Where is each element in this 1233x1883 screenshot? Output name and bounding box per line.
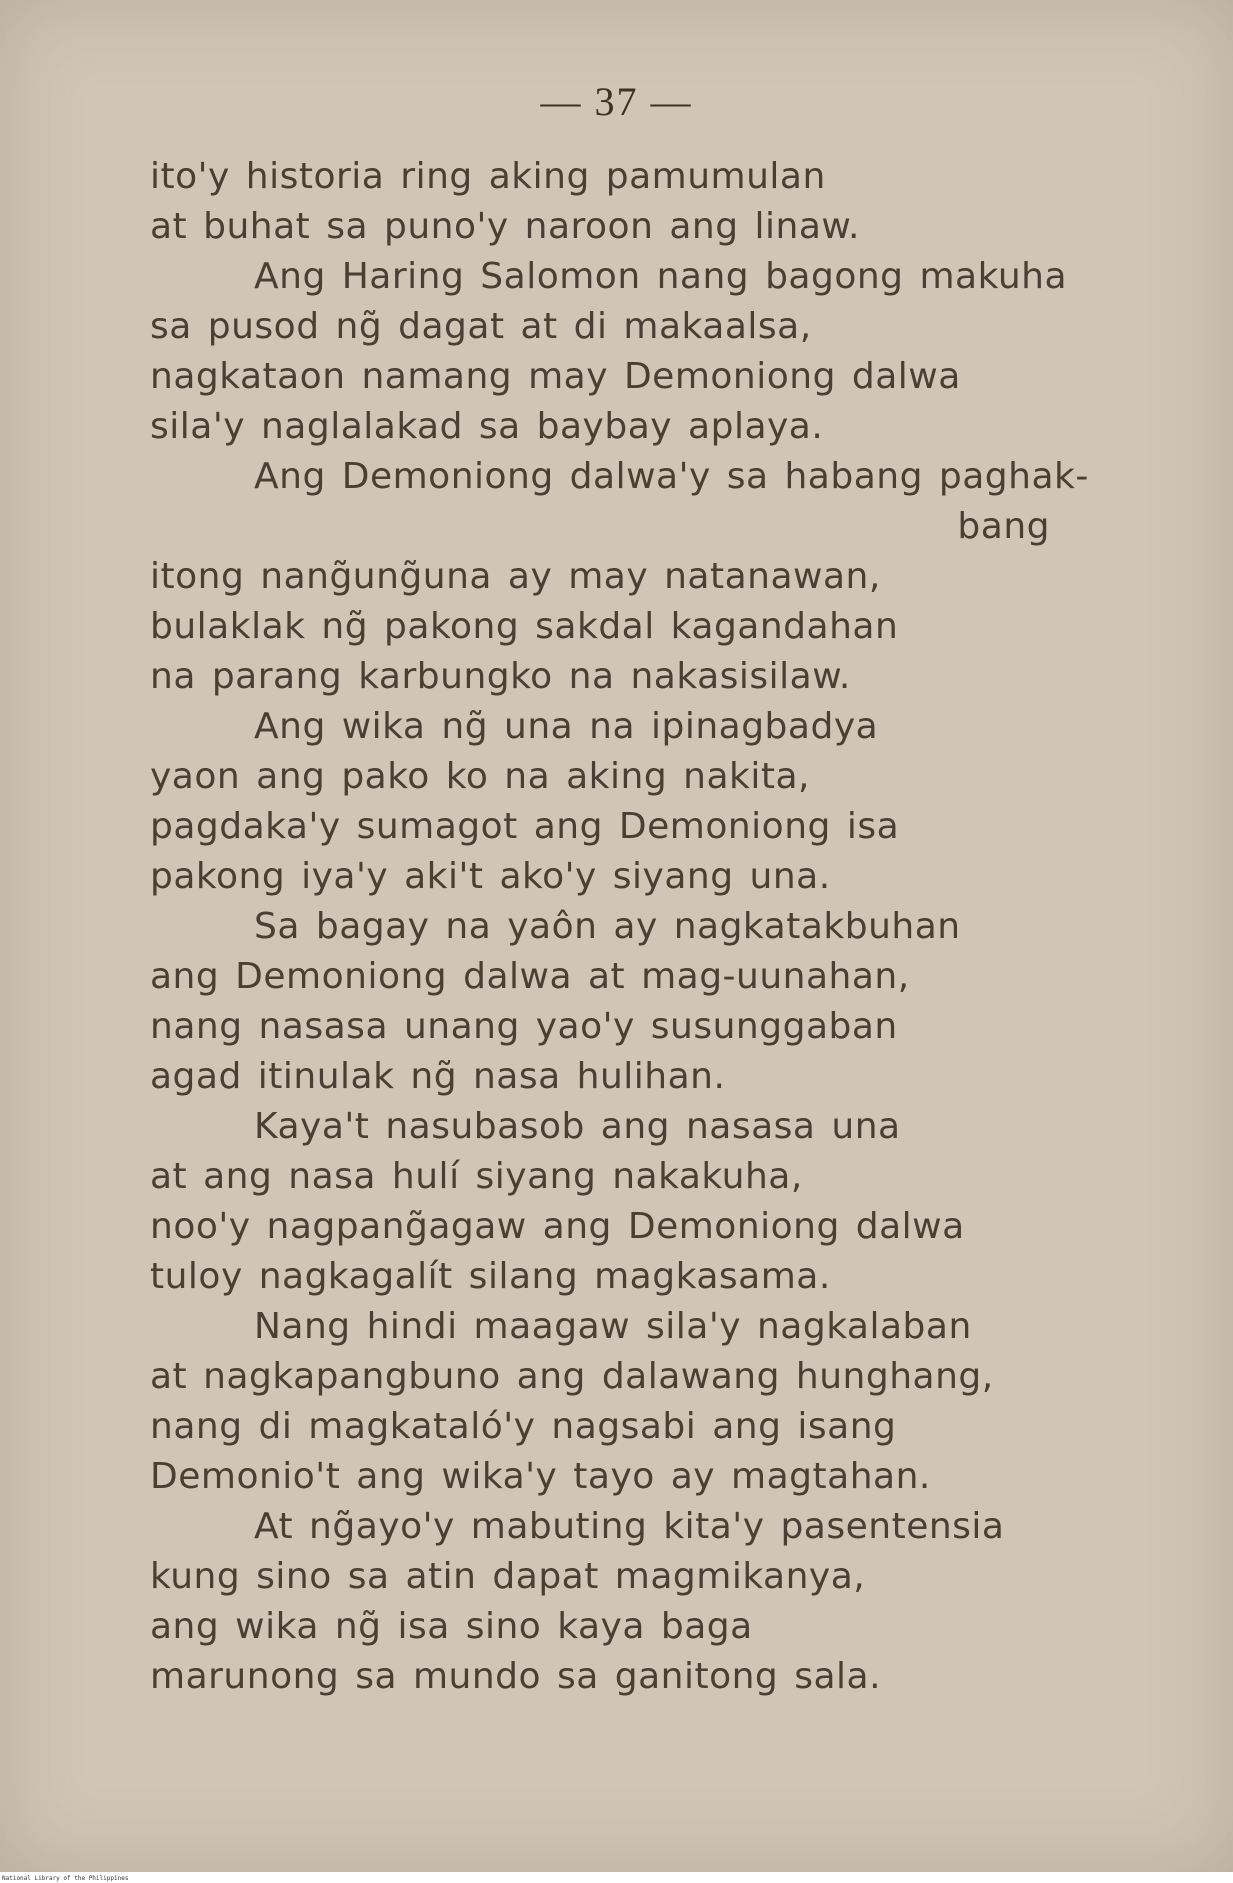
text-line: kung sino sa atin dapat magmikanya,: [150, 1556, 866, 1597]
text-line: nang nasasa unang yao'y susunggaban: [150, 1006, 898, 1047]
text-line: At ng̃ayo'y mabuting kita'y pasentensia: [254, 1506, 1005, 1547]
text-line: pakong iya'y aki't ako'y siyang una.: [150, 856, 831, 897]
text-line: sa pusod ng̃ dagat at di makaalsa,: [150, 306, 812, 347]
page-number: — 37 —: [540, 79, 693, 124]
text-line: Sa bagay na yaôn ay nagkatakbuhan: [254, 906, 961, 947]
text-line: Demonio't ang wika'y tayo ay magtahan.: [150, 1456, 931, 1497]
text-line: Kaya't nasubasob ang nasasa una: [254, 1106, 901, 1147]
library-credit: National Library of the Philippines: [2, 1875, 129, 1882]
text-line: noo'y nagpang̃agaw ang Demoniong dalwa: [150, 1206, 965, 1247]
text-line: ang wika ng̃ isa sino kaya baga: [150, 1606, 753, 1647]
text-line: bang: [957, 506, 1050, 547]
text-line: Nang hindi maagaw sila'y nagkalaban: [254, 1306, 972, 1347]
text-line: Ang wika ng̃ una na ipinagbadya: [254, 706, 879, 747]
text-line: ang Demoniong dalwa at mag-uunahan,: [150, 956, 910, 997]
poem-text: [150, 152, 1110, 1702]
footer-strip: [0, 1872, 1233, 1883]
text-line: pagdaka'y sumagot ang Demoniong isa: [150, 806, 900, 847]
text-line: marunong sa mundo sa ganitong sala.: [150, 1656, 882, 1697]
text-line: yaon ang pako ko na aking nakita,: [150, 756, 810, 797]
text-line: sila'y naglalakad sa baybay aplaya.: [150, 406, 824, 447]
text-line: bulaklak ng̃ pakong sakdal kagandahan: [150, 606, 899, 647]
text-line: itong nang̃ung̃una ay may natanawan,: [150, 556, 881, 597]
text-line: at nagkapangbuno ang dalawang hunghang,: [150, 1356, 994, 1397]
text-line: agad itinulak ng̃ nasa hulihan.: [150, 1056, 726, 1097]
text-line: at ang nasa hulí siyang nakakuha,: [150, 1156, 803, 1197]
text-line: Ang Haring Salomon nang bagong makuha: [254, 256, 1068, 297]
text-line: nagkataon namang may Demoniong dalwa: [150, 356, 961, 397]
text-line: Ang Demoniong dalwa'y sa habang paghak-: [254, 456, 1089, 497]
text-line: nang di magkataló'y nagsabi ang isang: [150, 1406, 897, 1447]
text-line: at buhat sa puno'y naroon ang linaw.: [150, 206, 860, 247]
text-line: na parang karbungko na nakasisilaw.: [150, 656, 851, 697]
text-line: ito'y historia ring aking pamumulan: [150, 156, 826, 197]
text-line: tuloy nagkagalít silang magkasama.: [150, 1256, 831, 1297]
